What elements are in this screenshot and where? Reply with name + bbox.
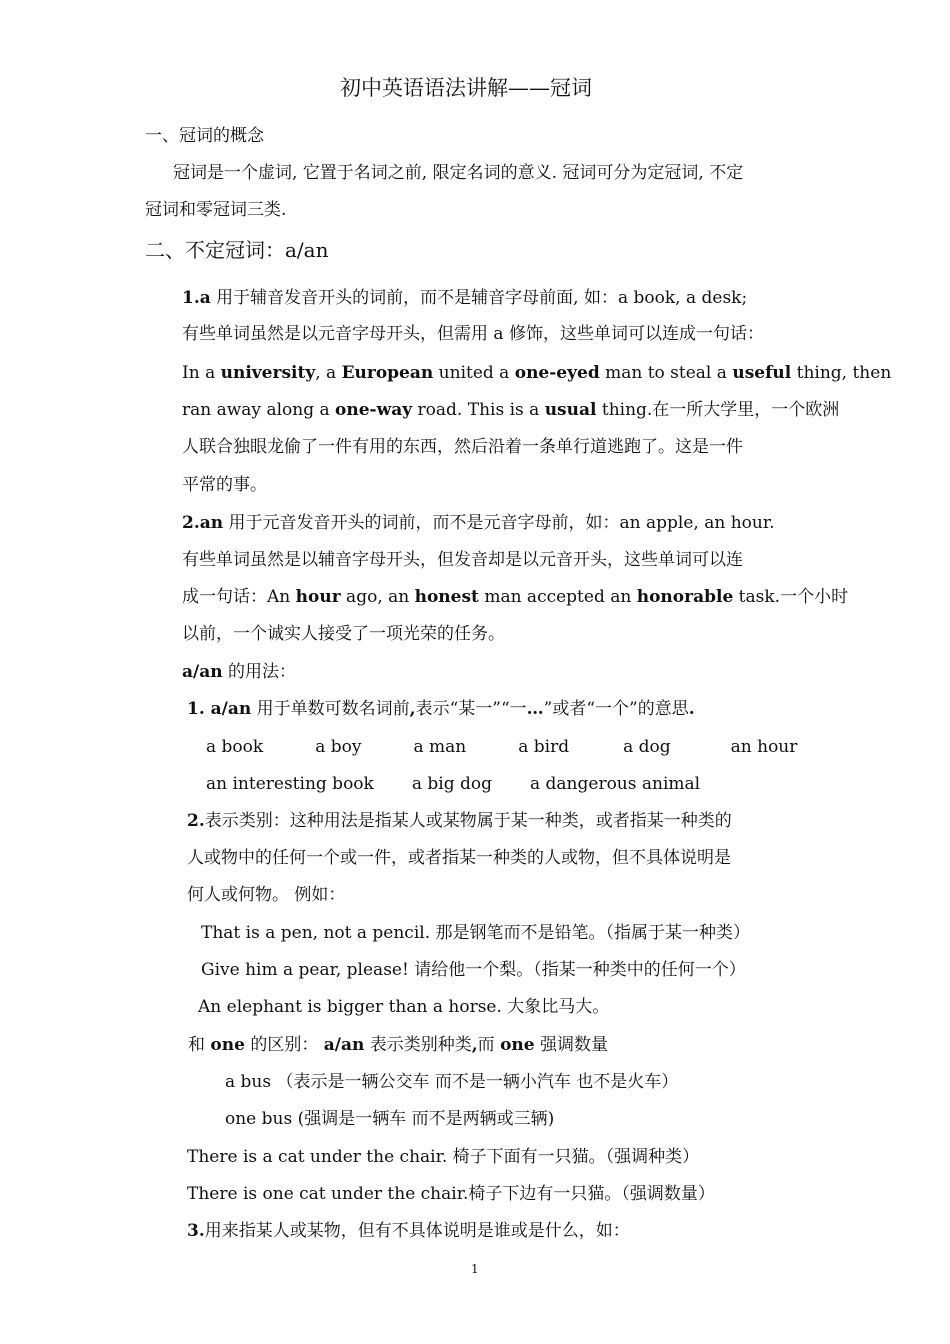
body-line bbox=[187, 1183, 715, 1205]
text-run: united a bbox=[433, 363, 515, 383]
text-run: 用来指某人或某物，但有不具体说明是谁或是什么，如： bbox=[204, 1221, 630, 1241]
body-line bbox=[187, 1220, 630, 1242]
example-word: a dangerous animal bbox=[530, 774, 701, 794]
body-line bbox=[206, 736, 797, 758]
text-run: 人联合独眼龙偷了一件有用的东西，然后沿着一条单行道逃跑了。这是一件 bbox=[182, 437, 743, 457]
text-run: 表示类别：这种用法是指某人或某物属于某一种类，或者指某一种类的 bbox=[204, 811, 732, 831]
example-word: a man bbox=[413, 737, 467, 757]
example-word: an hour bbox=[730, 737, 798, 757]
bold-term: one-way bbox=[335, 400, 413, 420]
body-line bbox=[182, 399, 839, 421]
text-run: road. This is a bbox=[412, 400, 545, 420]
bold-term: honorable bbox=[636, 587, 734, 607]
text-run: , a bbox=[315, 363, 342, 383]
body-line bbox=[187, 698, 695, 720]
example-word: a big dog bbox=[411, 774, 492, 794]
body-line bbox=[206, 773, 700, 795]
text-run: 和 bbox=[188, 1035, 211, 1055]
example-word: a dog bbox=[623, 737, 671, 757]
text-run: a bus （表示是一辆公交车 而不是一辆小汽车 也不是火车） bbox=[225, 1072, 679, 1092]
example-word: a boy bbox=[315, 737, 362, 757]
text-run: 表示类别种类 bbox=[364, 1035, 472, 1055]
body-line bbox=[182, 586, 848, 608]
page-number: 1 bbox=[471, 1262, 479, 1276]
body-line bbox=[182, 287, 747, 309]
text-run: 成一句话：An bbox=[182, 587, 296, 607]
text-run: 用于辅音发音开头的词前，而不是辅音字母前面, 如：a book, a desk; bbox=[210, 288, 748, 308]
body-line bbox=[182, 323, 764, 345]
bold-term: one bbox=[210, 1035, 245, 1055]
paragraph-line: 冠词和零冠词三类. bbox=[145, 200, 287, 220]
text-run: Give him a pear, please! 请给他一个梨。（指某一种类中的任何一个） bbox=[201, 960, 746, 980]
text-run: That is a pen, not a pencil. 那是钢笔而不是铅笔。（指属于某一种类） bbox=[201, 923, 751, 943]
body-line bbox=[225, 1108, 554, 1130]
text-run: a book bbox=[206, 737, 264, 757]
bold-term: , bbox=[409, 699, 416, 719]
text-run: thing.在一所大学里，一个欧洲 bbox=[596, 400, 840, 420]
text-run: 用于单数可数名词前 bbox=[251, 699, 410, 719]
bold-term: university bbox=[220, 363, 316, 383]
bold-term: 2. bbox=[187, 811, 205, 831]
example-word: a bird bbox=[518, 737, 570, 757]
text-run: 强调数量 bbox=[534, 1035, 608, 1055]
body-line bbox=[182, 474, 267, 496]
section-heading: 一、冠词的概念 bbox=[145, 126, 264, 146]
text-run: ”或者“一个”的意思 bbox=[543, 699, 689, 719]
bold-term: honest bbox=[414, 587, 479, 607]
text-run: 的用法： bbox=[222, 662, 297, 682]
bold-term: 1. a/an bbox=[187, 699, 252, 719]
bold-term: 2.an bbox=[182, 513, 224, 533]
text-run: 何人或何物。 例如： bbox=[187, 885, 346, 905]
text-run: There is one cat under the chair.椅子下边有一只猫。（强调数量） bbox=[187, 1184, 715, 1204]
text-run: an interesting book bbox=[206, 774, 374, 794]
bold-term: European bbox=[341, 363, 434, 383]
text-run: 以前，一个诚实人接受了一项光荣的任务。 bbox=[182, 624, 505, 644]
bold-term: useful bbox=[732, 363, 792, 383]
section-heading: 二、不定冠词：a/an bbox=[145, 238, 329, 262]
text-run: 用于元音发音开头的词前，而不是元音字母前，如：an apple, an hour. bbox=[223, 513, 775, 533]
text-run: thing, then bbox=[791, 363, 892, 383]
body-line bbox=[182, 436, 743, 458]
text-run: man accepted an bbox=[478, 587, 637, 607]
body-line bbox=[187, 884, 345, 906]
text-run: 有些单词虽然是以元音字母开头，但需用 a 修饰，这些单词可以连成一句话： bbox=[182, 324, 764, 344]
text-run: 而 bbox=[477, 1035, 501, 1055]
text-run: In a bbox=[182, 363, 221, 383]
body-line bbox=[187, 1146, 699, 1168]
text-run: one bus (强调是一辆车 而不是两辆或三辆) bbox=[225, 1109, 555, 1129]
body-line bbox=[201, 922, 750, 944]
bold-term: 1.a bbox=[182, 288, 211, 308]
text-run: An elephant is bigger than a horse. 大象比马大。 bbox=[198, 997, 610, 1017]
text-run: 人或物中的任何一个或一件，或者指某一种类的人或物，但不具体说明是 bbox=[187, 848, 731, 868]
body-line bbox=[187, 847, 731, 869]
bold-term: . bbox=[688, 699, 695, 719]
text-run: ago, an bbox=[340, 587, 415, 607]
body-line bbox=[188, 1034, 608, 1056]
body-line bbox=[182, 362, 891, 384]
body-line bbox=[198, 996, 609, 1018]
body-line bbox=[201, 959, 746, 981]
body-line bbox=[182, 623, 505, 645]
text-run: 有些单词虽然是以辅音字母开头，但发音却是以元音开头，这些单词可以连 bbox=[182, 550, 743, 570]
bold-term: , bbox=[471, 1035, 478, 1055]
body-line bbox=[182, 512, 775, 534]
bold-term: 3. bbox=[187, 1221, 205, 1241]
body-line bbox=[187, 810, 732, 832]
body-line bbox=[182, 661, 296, 683]
paragraph-line: 冠词是一个虚词, 它置于名词之前, 限定名词的意义. 冠词可分为定冠词, 不定 bbox=[173, 163, 744, 183]
bold-term: one bbox=[500, 1035, 535, 1055]
text-run: task.一个小时 bbox=[733, 587, 849, 607]
bold-term: … bbox=[526, 699, 544, 719]
text-run: 平常的事。 bbox=[182, 475, 267, 495]
bold-term: hour bbox=[295, 587, 341, 607]
page-title: 初中英语语法讲解——冠词 bbox=[340, 76, 592, 100]
text-run: 表示“某一”“一 bbox=[415, 699, 527, 719]
text-run: man to steal a bbox=[599, 363, 733, 383]
body-line bbox=[182, 549, 743, 571]
text-run: ran away along a bbox=[182, 400, 336, 420]
bold-term: one-eyed bbox=[514, 363, 600, 383]
bold-term: a/an bbox=[323, 1035, 365, 1055]
bold-term: usual bbox=[544, 400, 597, 420]
text-run: 的区别： bbox=[244, 1035, 324, 1055]
body-line bbox=[225, 1071, 678, 1093]
bold-term: a/an bbox=[182, 662, 223, 682]
text-run: There is a cat under the chair. 椅子下面有一只猫。（强调种类） bbox=[187, 1147, 700, 1167]
